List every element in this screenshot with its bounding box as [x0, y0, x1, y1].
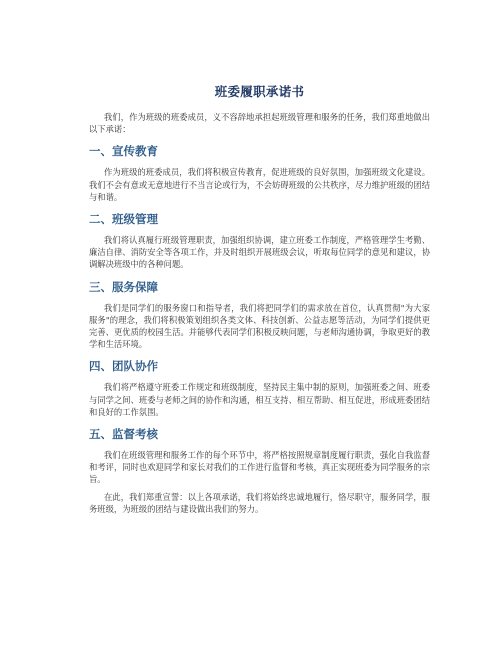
section-text-supervision: 我们在班级管理和服务工作的每个环节中，将严格按照规章制度履行职责，强化自我监督和考评，同时也欢迎同学和家长对我们的工作进行监督和考核，真正实现班委为同学服务的宗旨。: [89, 450, 430, 485]
section-heading-management: 二、班级管理: [89, 212, 158, 227]
document-title: 班委履职承诺书: [214, 84, 305, 99]
section-text-management: 我们将认真履行班级管理职责，加强组织协调，建立班委工作制度，严格管理学生考勤、廉洁自律、消防安全等各项工作，并及时组织开展班级会议，听取每位同学的意见和建议，协调解决班级中的各种问题。: [89, 235, 430, 270]
intro-paragraph: 我们，作为班级的班委成员，义不容辞地承担起班级管理和服务的任务，我们郑重地做出以下承诺：: [89, 112, 430, 135]
section-text-service: 我们是同学们的服务窗口和指导者，我们将把同学们的需求放在首位，认真贯彻"为大家服务"的理念，我们将积极策划组织各类文体、科技创新、公益志愿等活动，为同学们提供更完善、更优质的校园生活。并能够代表同学们积极反映问题，与老师沟通协调，争取更好的教学和生活环境。: [89, 302, 430, 350]
section-heading-service: 三、服务保障: [89, 279, 158, 294]
section-text-publicity: 作为班级的班委成员，我们将积极宣传教育，促进班级的良好氛围，加强班级文化建设。我们不会有意或无意地进行不当言论或行为，不会妨碍班级的公共秩序，尽力维护班级的团结与和谐。: [89, 167, 430, 202]
section-text-teamwork: 我们将严格遵守班委工作规定和班级制度，坚持民主集中制的原则，加强班委之间、班委与同学之间、班委与老师之间的协作和沟通，相互支持、相互帮助、相互促进，形成班委团结和良好的工作氛围。: [89, 382, 430, 417]
section-heading-supervision: 五、监督考核: [89, 427, 158, 442]
closing-paragraph: 在此，我们郑重宣誓：以上各项承诺，我们将始终忠诚地履行，恪尽职守，服务同学，服务班级，为班级的团结与建设做出我们的努力。: [89, 491, 430, 514]
section-heading-teamwork: 四、团队协作: [89, 359, 158, 374]
section-heading-publicity: 一、宣传教育: [89, 144, 158, 159]
